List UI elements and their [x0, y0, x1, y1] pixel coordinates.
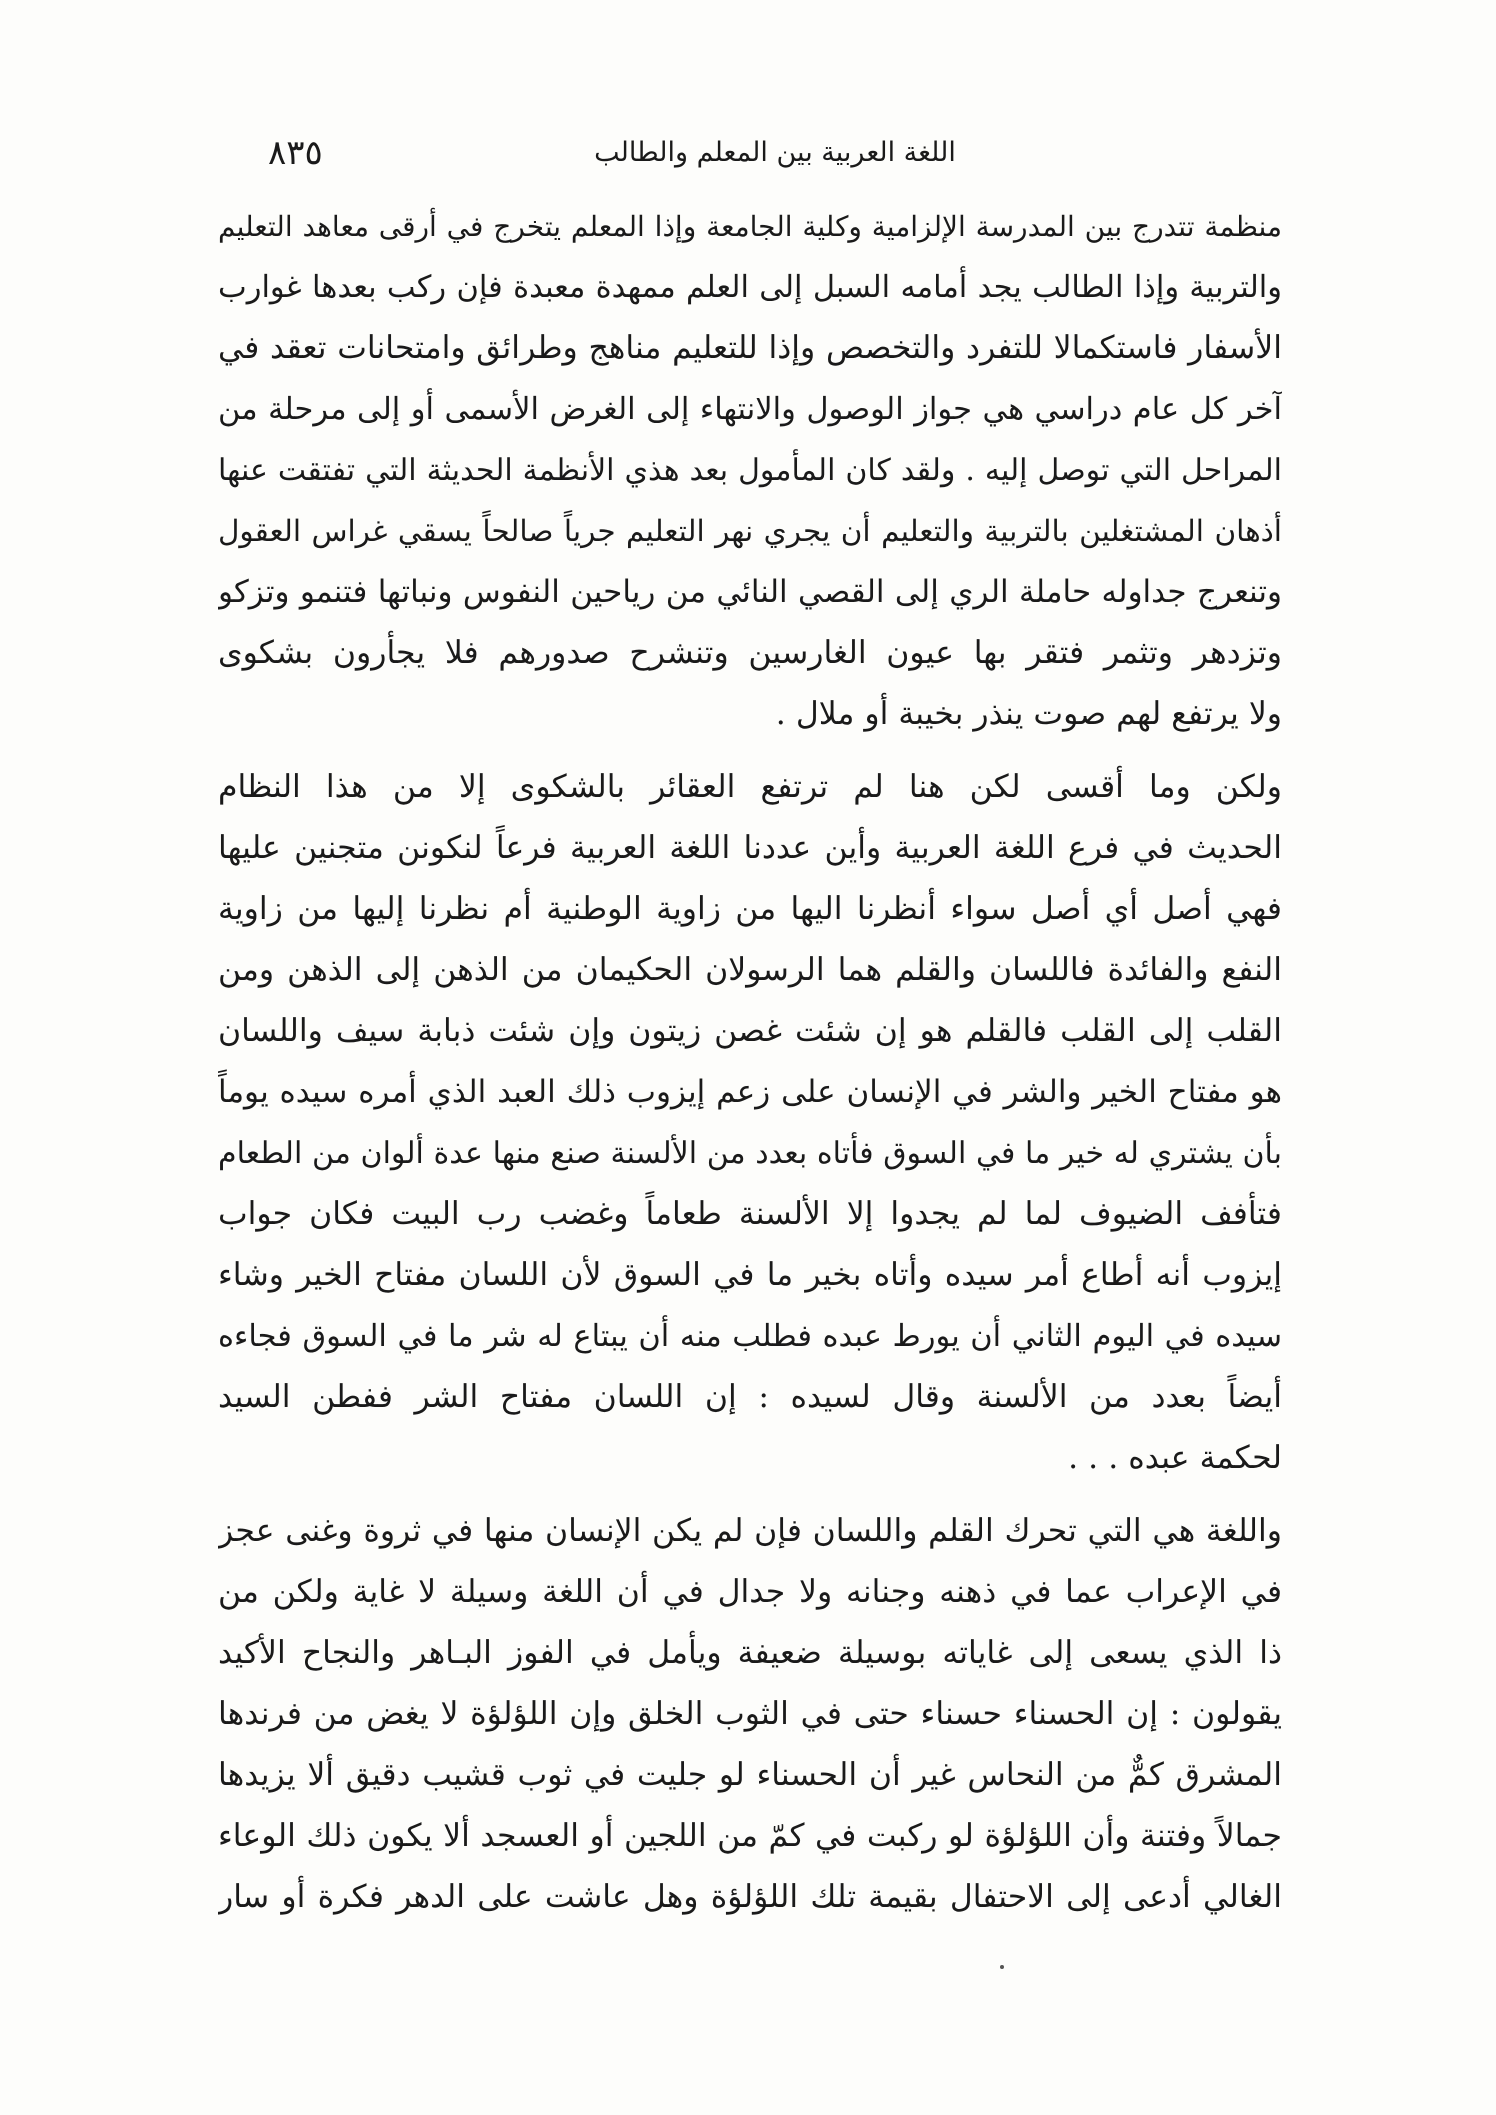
text-line: المراحل التي توصل إليه . ولقد كان المأمول بعد هذي الأنظمة الحديثة التي تفتقت عنها — [218, 453, 1282, 488]
text-line: إيزوب أنه أطاع أمر سيده وأتاه بخير ما في السوق لأن اللسان مفتاح الخير وشاء — [218, 1257, 1282, 1293]
text-line: يقولون : إن الحسناء حسناء حتى في الثوب الخلق وإن اللؤلؤة لا يغض من فرندها — [218, 1696, 1282, 1732]
text-line: منظمة تتدرج بين المدرسة الإلزامية وكلية الجامعة وإذا المعلم يتخرج في أرقى معاهد التعليم — [218, 210, 1282, 243]
text-line: فهي أصل أي أصل سواء أنظرنا اليها من زاوية الوطنية أم نظرنا إليها من زاوية — [218, 891, 1282, 927]
running-title: اللغة العربية بين المعلم والطالب — [594, 137, 956, 168]
running-header — [268, 128, 1282, 178]
text-line: النفع والفائدة فاللسان والقلم هما الرسولان الحكيمان من الذهن إلى الذهن ومن — [218, 952, 1282, 988]
paragraph — [218, 1501, 1282, 1928]
ink-speck — [1000, 1965, 1004, 1969]
text-line: في الإعراب عما في ذهنه وجنانه ولا جدال في أن اللغة وسيلة لا غاية ولكن من — [218, 1574, 1282, 1610]
text-line: فتأفف الضيوف لما لم يجدوا إلا الألسنة طعاماً وغضب رب البيت فكان جواب — [218, 1196, 1282, 1232]
text-line: الحديث في فرع اللغة العربية وأين عددنا اللغة العربية فرعاً لنكونن متجنين عليها — [218, 830, 1282, 866]
text-line: الأسفار فاستكمالا للتفرد والتخصص وإذا للتعليم مناهج وطرائق وامتحانات تعقد في — [218, 330, 1282, 366]
paragraph-gap — [218, 745, 1282, 757]
text-line: والتربية وإذا الطالب يجد أمامه السبل إلى العلم ممهدة معبدة فإن ركب بعدها غوارب — [218, 270, 1282, 305]
text-line: الغالي أدعى إلى الاحتفال بقيمة تلك اللؤلؤة وهل عاشت على الدهر فكرة أو سار — [218, 1879, 1282, 1915]
text-line: آخر كل عام دراسي هي جواز الوصول والانتهاء إلى الغرض الأسمى أو إلى مرحلة من — [218, 392, 1282, 427]
body-text — [218, 196, 1282, 1928]
text-line: جمالاً وفتنة وأن اللؤلؤة لو ركبت في كمّ من اللجين أو العسجد ألا يكون ذلك الوعاء — [218, 1818, 1282, 1854]
text-line: ذا الذي يسعى إلى غاياته بوسيلة ضعيفة ويأمل في الفوز البـاهر والنجاح الأكيد — [218, 1635, 1282, 1671]
text-line: ولا يرتفع لهم صوت ينذر بخيبة أو ملال . — [775, 696, 1282, 732]
paragraph-gap — [218, 1489, 1282, 1501]
text-line: واللغة هي التي تحرك القلم واللسان فإن لم يكن الإنسان منها في ثروة وغنى عجز — [218, 1513, 1282, 1549]
text-line: وتزدهر وتثمر فتقر بها عيون الغارسين وتنشرح صدورهم فلا يجأرون بشكوى — [218, 635, 1282, 671]
text-line: أيضاً بعدد من الألسنة وقال لسيده : إن اللسان مفتاح الشر ففطن السيد — [218, 1379, 1282, 1415]
text-line: ولكن وما أقسى لكن هنا لم ترتفع العقائر بالشكوى إلا من هذا النظام — [218, 769, 1282, 805]
paragraph — [218, 757, 1282, 1489]
text-line: هو مفتاح الخير والشر في الإنسان على زعم إيزوب ذلك العبد الذي أمره سيده يوماً — [218, 1074, 1282, 1110]
text-line: القلب إلى القلب فالقلم هو إن شئت غصن زيتون وإن شئت ذبابة سيف واللسان — [218, 1013, 1282, 1049]
paragraph — [218, 196, 1282, 745]
page-number: ٨٣٥ — [268, 133, 323, 173]
text-line: بأن يشتري له خير ما في السوق فأتاه بعدد من الألسنة صنع منها عدة ألوان من الطعام — [218, 1136, 1282, 1171]
text-line: أذهان المشتغلين بالتربية والتعليم أن يجري نهر التعليم جرياً صالحاً يسقي غراس العقول — [218, 514, 1282, 548]
text-line: المشرق كمٌّ من النحاس غير أن الحسناء لو جليت في ثوب قشيب دقيق ألا يزيدها — [218, 1757, 1282, 1793]
text-line: لحكمة عبده . . . — [1068, 1440, 1282, 1476]
text-line: سيده في اليوم الثاني أن يورط عبده فطلب منه أن يبتاع له شر ما في السوق فجاءه — [218, 1319, 1282, 1354]
text-line: وتنعرج جداوله حاملة الري إلى القصي النائي من رياحين النفوس ونباتها فتنمو وتزكو — [218, 574, 1282, 610]
